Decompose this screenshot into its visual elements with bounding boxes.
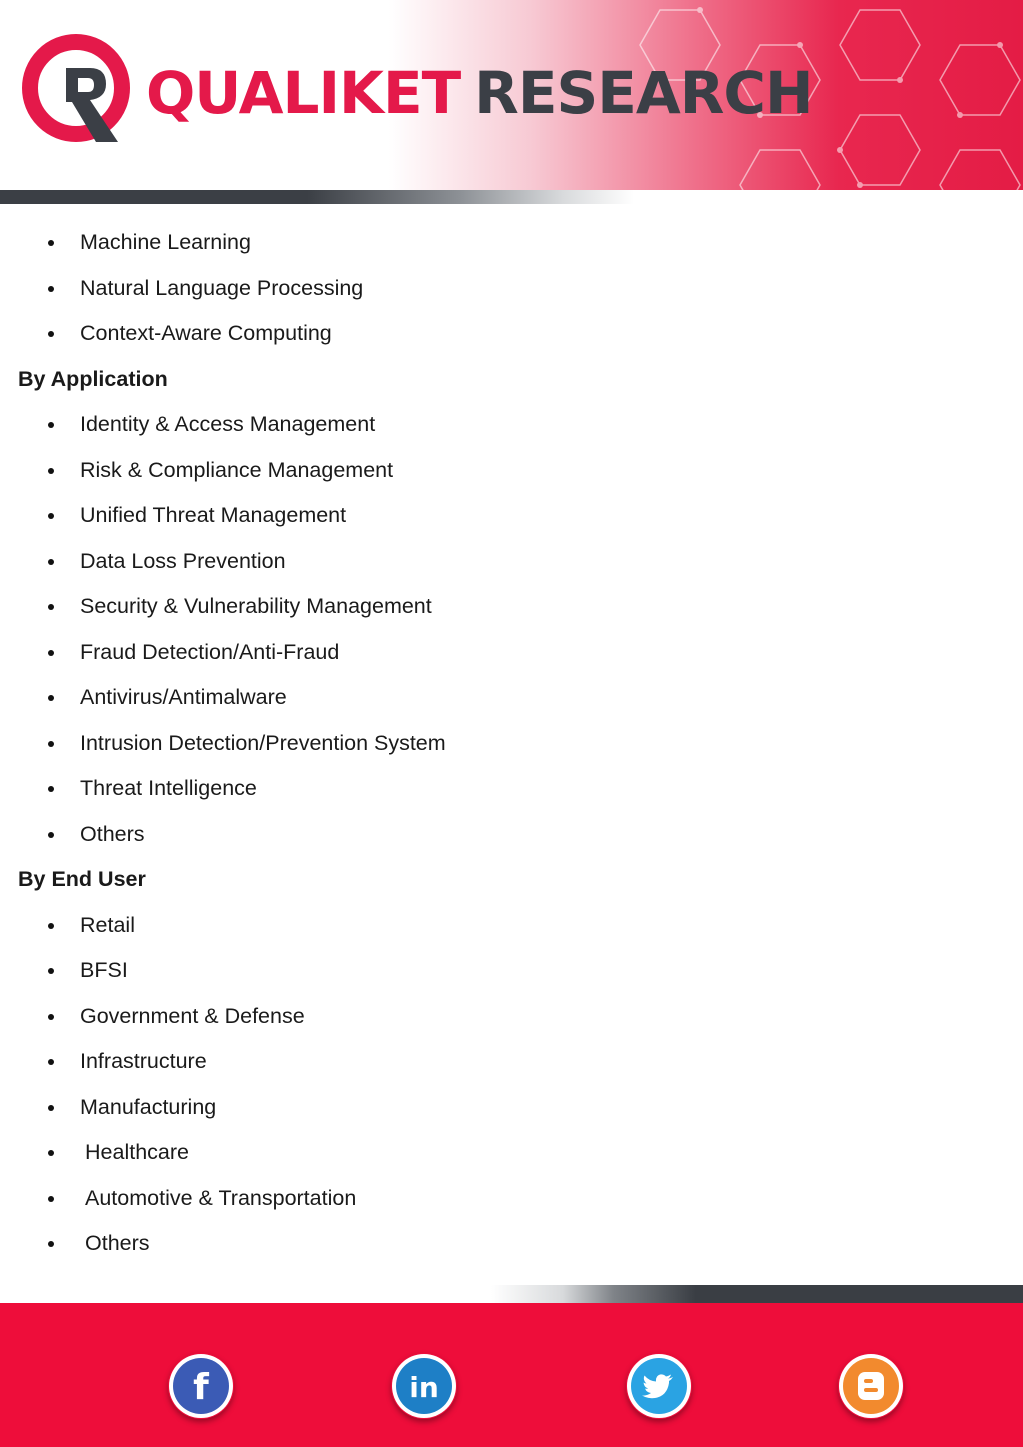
- footer-band: [0, 1285, 1023, 1303]
- list-item: [18, 448, 998, 494]
- bullet: [48, 331, 54, 337]
- brand-wordmark: [146, 58, 813, 128]
- bullet: [48, 1014, 54, 1020]
- facebook-icon[interactable]: [168, 1353, 234, 1419]
- section-heading-application: By Application: [18, 366, 168, 391]
- list-item-label: Manufacturing: [80, 1094, 217, 1119]
- list-item-label: Unified Threat Management: [80, 503, 347, 527]
- footer-panel: [0, 1303, 1023, 1447]
- application-list: [18, 402, 998, 857]
- list-item: [18, 721, 998, 767]
- bullet: [48, 832, 54, 838]
- list-item: [18, 1039, 998, 1085]
- list-item-label: Others: [85, 1231, 150, 1255]
- list-item: [18, 1221, 998, 1267]
- list-item: [18, 1085, 998, 1131]
- list-item-label: Context-Aware Computing: [80, 321, 332, 345]
- list-item-label: Fraud Detection/Anti-Fraud: [80, 639, 340, 664]
- blogger-icon[interactable]: [838, 1353, 904, 1419]
- list-item: [18, 675, 998, 721]
- bullet: [48, 468, 54, 474]
- bullet: [48, 1059, 54, 1065]
- list-item-label: Identity & Access Management: [80, 412, 376, 436]
- list-item: [18, 630, 998, 676]
- list-item-label: Retail: [80, 912, 135, 937]
- list-item-label: Machine Learning: [80, 230, 251, 254]
- list-item-label: BFSI: [80, 958, 128, 982]
- list-item: [18, 948, 998, 994]
- linkedin-icon[interactable]: [391, 1353, 457, 1419]
- list-item: [18, 1130, 998, 1176]
- list-item: [18, 994, 998, 1040]
- bullet: [48, 786, 54, 792]
- list-item: [18, 903, 998, 949]
- bullet: [48, 559, 54, 565]
- bullet: [48, 1241, 54, 1247]
- end-user-list: [18, 903, 998, 1267]
- list-item: [18, 220, 998, 266]
- twitter-icon[interactable]: [626, 1353, 692, 1419]
- list-item-label: Data Loss Prevention: [80, 548, 286, 573]
- bullet: [48, 513, 54, 519]
- bullet: [48, 1196, 54, 1202]
- list-item-label: Infrastructure: [80, 1049, 207, 1073]
- list-item-label: Risk & Compliance Management: [80, 457, 394, 482]
- bullet: [48, 422, 54, 428]
- list-item: [18, 1176, 998, 1222]
- list-item: [18, 812, 998, 858]
- list-item: [18, 493, 998, 539]
- list-item: [18, 539, 998, 585]
- brand-secondary: RESEARCH: [474, 59, 813, 127]
- bullet: [48, 923, 54, 929]
- list-item-label: Healthcare: [85, 1140, 189, 1164]
- list-item-label: Antivirus/Antimalware: [80, 685, 287, 709]
- bullet: [48, 604, 54, 610]
- bullet: [48, 1105, 54, 1111]
- header-band: [0, 190, 1023, 204]
- list-item: [18, 266, 998, 312]
- list-item: [18, 766, 998, 812]
- list-item: [18, 402, 998, 448]
- list-item-label: Natural Language Processing: [80, 275, 364, 300]
- bullet: [48, 741, 54, 747]
- list-item: [18, 584, 998, 630]
- list-item-label: Government & Defense: [80, 1003, 305, 1028]
- technology-list: [18, 220, 998, 357]
- list-item: [18, 311, 998, 357]
- list-item-label: Others: [80, 821, 145, 846]
- list-item-label: Threat Intelligence: [80, 776, 257, 800]
- bullet: [48, 695, 54, 701]
- page-header: [0, 0, 1023, 206]
- qualiket-logo-icon: [18, 30, 140, 152]
- document-body: [18, 220, 998, 1267]
- linkedin-glyph: in: [409, 1371, 439, 1404]
- bullet: [48, 240, 54, 246]
- facebook-glyph: f: [193, 1367, 209, 1408]
- bullet: [48, 286, 54, 292]
- list-item-label: Automotive & Transportation: [85, 1185, 357, 1210]
- brand-primary: QUALIKET: [146, 59, 461, 127]
- section-heading-end-user: By End User: [18, 867, 146, 891]
- list-item-label: Intrusion Detection/Prevention System: [80, 730, 446, 755]
- bullet: [48, 1150, 54, 1156]
- bullet: [48, 650, 54, 656]
- list-item-label: Security & Vulnerability Management: [80, 594, 432, 618]
- bullet: [48, 968, 54, 974]
- page-footer: [0, 1285, 1023, 1447]
